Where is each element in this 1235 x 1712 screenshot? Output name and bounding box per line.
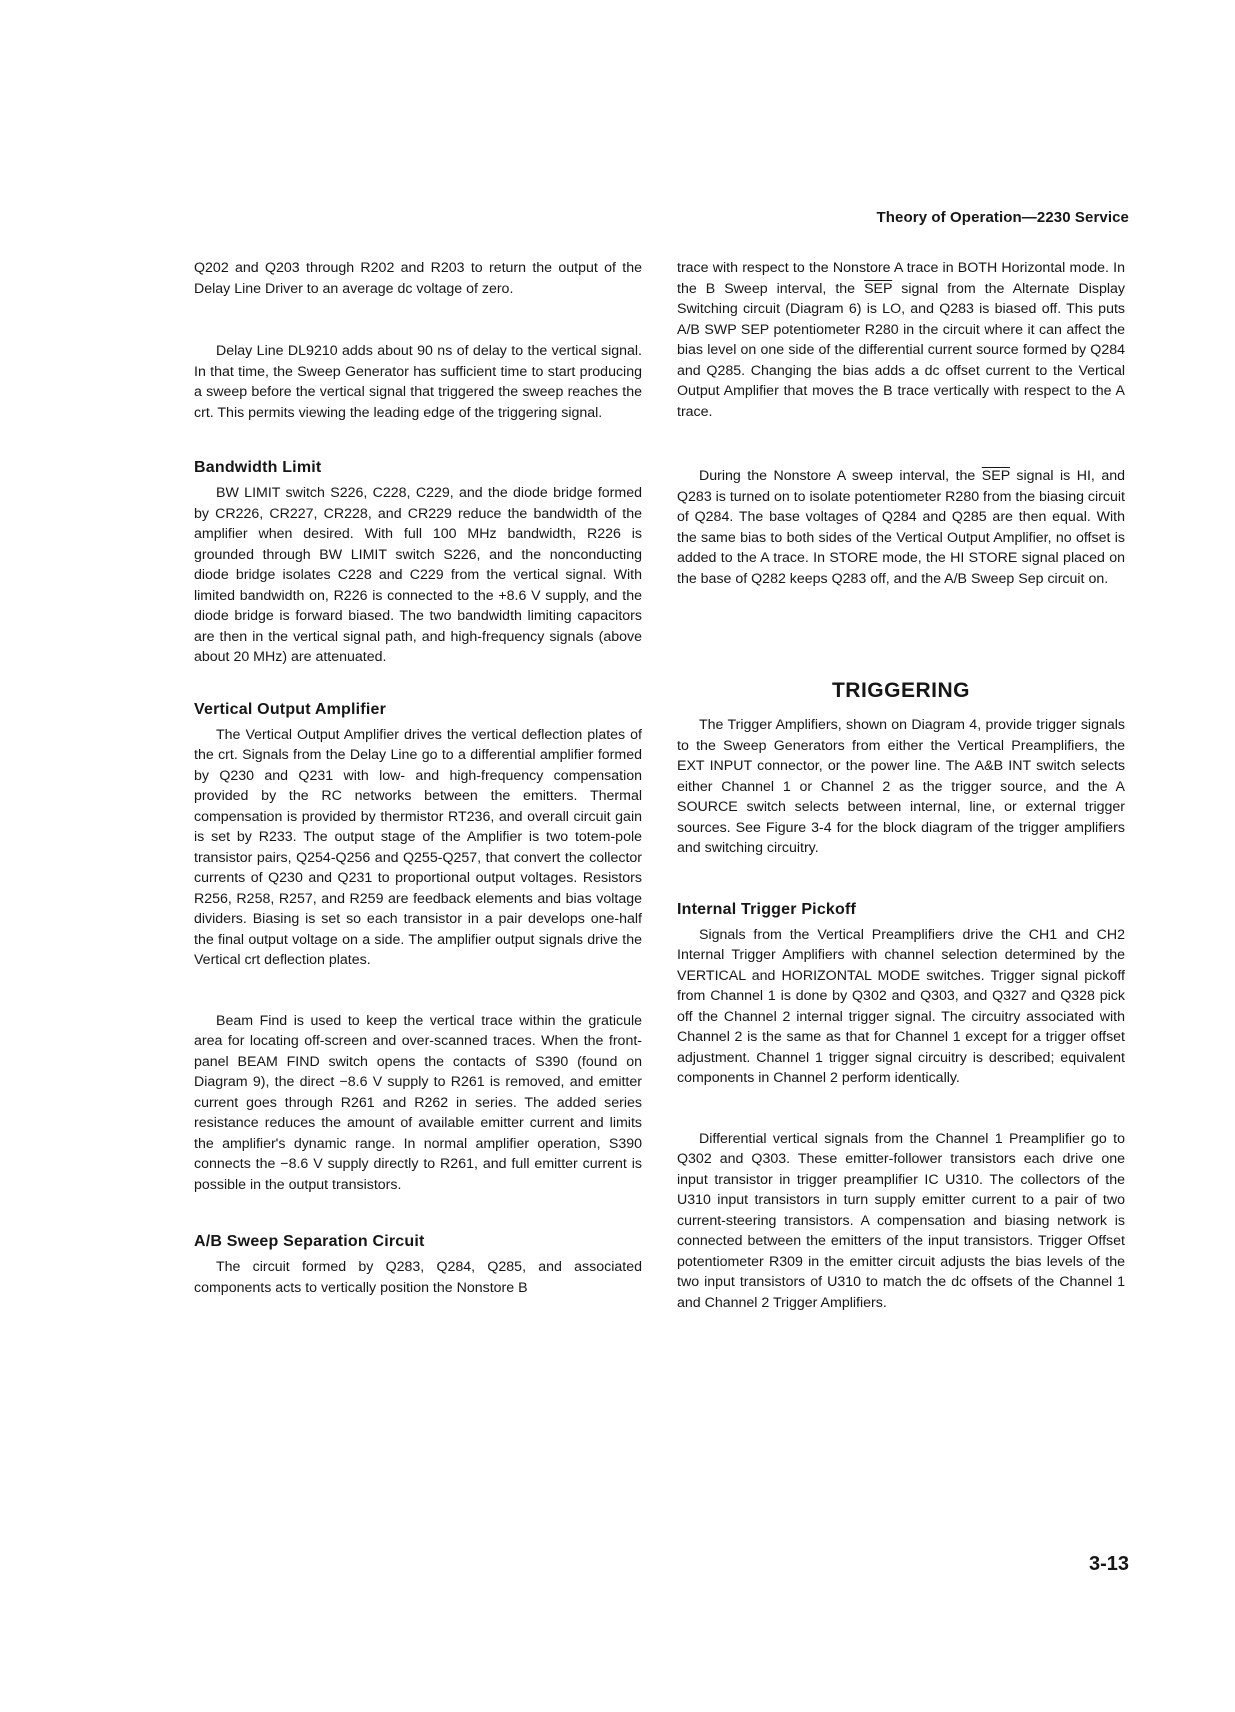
- paragraph-delay-line-driver-continued: Q202 and Q203 through R202 and R203 to return the output of the Delay Line Driver to an average dc voltage of zero.: [194, 260, 642, 297]
- paragraph-delay-line: Delay Line DL9210 adds about 90 ns of delay to the vertical signal. In that time, the Sweep Generator has sufficient time to start producing a sweep before the vertical signal that triggered the sweep reaches the crt. This permits viewing the leading edge of the triggering signal.: [194, 343, 642, 421]
- right-column: [677, 258, 1125, 1313]
- heading-vertical-output-amplifier: Vertical Output Amplifier: [194, 700, 386, 718]
- text-run: During the Nonstore A sweep interval, the: [699, 468, 982, 484]
- heading-internal-trigger-pickoff: Internal Trigger Pickoff: [677, 900, 857, 918]
- paragraph-differential-signals: Differential vertical signals from the Channel 1 Preamplifier go to Q302 and Q303. These emitter-follower transistors each drive one input transistor in trigger preamplifier IC U310. The collectors of the U310 input transistors in turn supply emitter current to a pair of two current-steering transistors. A compensation and biasing network is connected between the emitters of the input transistors. Trigger Offset potentiometer R309 in the emitter circuit adjusts the bias levels of the two input transistors of U310 to match the dc offsets of the Channel 1 and Channel 2 Trigger Amplifiers.: [677, 1130, 1125, 1311]
- sep-signal-label: $\overline{SEP}$: [981, 468, 1010, 484]
- paragraph-vertical-output-amplifier: The Vertical Output Amplifier drives the vertical deflection plates of the crt. Signals from the Delay Line go to a differential amplifier formed by Q230 and Q231 with low- and high-frequency compensation provided by the RC networks between the emitters. Thermal compensation is provided by thermistor RT236, and overall circuit gain is set by R233. The output stage of the Amplifier is two totem-pole transistor pairs, Q254-Q256 and Q255-Q257, that convert the collector currents of Q230 and Q231 to proportional output voltages. Resistors R256, R258, R257, and R259 are feedback elements and bias voltage dividers. Biasing is set so each transistor in a pair develops one-half the final output voltage on a side. The amplifier output signals drive the Vertical crt deflection plates.: [194, 726, 642, 968]
- paragraph-bandwidth-limit: BW LIMIT switch S226, C228, C229, and the diode bridge formed by CR226, CR227, CR228, and CR229 reduce the bandwidth of the amplifier when desired. With full 100 MHz bandwidth, R226 is grounded through BW LIMIT switch S226, and the nonconducting diode bridge isolates C228 and C229 from the vertical signal. With limited bandwidth on, R226 is connected to the +8.6 V supply, and the diode bridge is forward biased. The two bandwidth limiting capacitors are then in the vertical signal path, and high-frequency signals (above about 20 MHz) are attenuated.: [194, 485, 642, 665]
- text-run: signal from the Alternate Display Switching circuit (Diagram 6) is LO, and Q283 is biased off. This puts A/B SWP SEP potentiometer R280 in the circuit where it can affect the bias level on one side of the differential current source formed by Q284 and Q285. Changing the bias adds a dc offset current to the Vertical Output Amplifier that moves the B trace vertically with respect to the A trace.: [677, 280, 1125, 420]
- heading-triggering: TRIGGERING: [831, 679, 970, 702]
- left-column: [194, 258, 642, 1298]
- paragraph-internal-trigger-pickoff: Signals from the Vertical Preamplifiers drive the CH1 and CH2 Internal Trigger Amplifiers with channel selection determined by the VERTICAL and HORIZONTAL MODE switches. Trigger signal pickoff from Channel 1 is done by Q302 and Q303, and Q327 and Q328 pick off the Channel 2 internal trigger signal. The circuitry associated with Channel 2 is the same as that for Channel 1 except for a trigger offset adjustment. Channel 1 trigger signal circuitry is described; equivalent components in Channel 2 perform identically.: [677, 926, 1125, 1086]
- sep-signal-label: $\overline{SEP}$: [864, 280, 893, 297]
- paragraph-triggering: The Trigger Amplifiers, shown on Diagram 4, provide trigger signals to the Sweep Generators from either the Vertical Preamplifiers, the EXT INPUT connector, or the power line. The A&B INT switch selects either Channel 1 or Channel 2 as the trigger source, and the A SOURCE switch selects between internal, line, or external trigger sources. See Figure 3-4 for the block diagram of the trigger amplifiers and switching circuitry.: [677, 717, 1125, 856]
- text-run: trace with respect to the Nonstore A trace in BOTH Horizontal mode. In the B Sweep interval, the: [677, 260, 1125, 297]
- paragraph-nonstore-a-interval: [677, 466, 1125, 589]
- page-number: 3-13: [1088, 1553, 1129, 1575]
- heading-bandwidth-limit: Bandwidth Limit: [194, 459, 322, 476]
- paragraph-nonstore-b-continued: [677, 258, 1125, 422]
- paragraph-beam-find: Beam Find is used to keep the vertical trace within the graticule area for locating off-screen and over-scanned traces. When the front-panel BEAM FIND switch opens the contacts of S390 (found on Diagram 9), the direct −8.6 V supply to R261 is removed, and emitter current goes through R261 and R262 in series. The added series resistance reduces the amount of available emitter current and limits the amplifier's dynamic range. In normal amplifier operation, S390 connects the −8.6 V supply directly to R261, and full emitter current is possible in the output transistors.: [194, 1012, 642, 1193]
- running-header: Theory of Operation—2230 Service: [876, 209, 1129, 226]
- text-run: signal is HI, and Q283 is turned on to isolate potentiometer R280 from the biasing circuit of Q284. The base voltages of Q284 and Q285 are then equal. With the same bias to both sides of the Vertical Output Amplifier, no offset is added to the A trace. In STORE mode, the HI STORE signal placed on the base of Q282 keeps Q283 off, and the A/B Sweep Sep circuit on.: [677, 468, 1125, 587]
- paragraph-ab-sweep-separation: The circuit formed by Q283, Q284, Q285, and associated components acts to vertically position the Nonstore B: [194, 1259, 642, 1296]
- heading-ab-sweep-separation: A/B Sweep Separation Circuit: [194, 1233, 425, 1250]
